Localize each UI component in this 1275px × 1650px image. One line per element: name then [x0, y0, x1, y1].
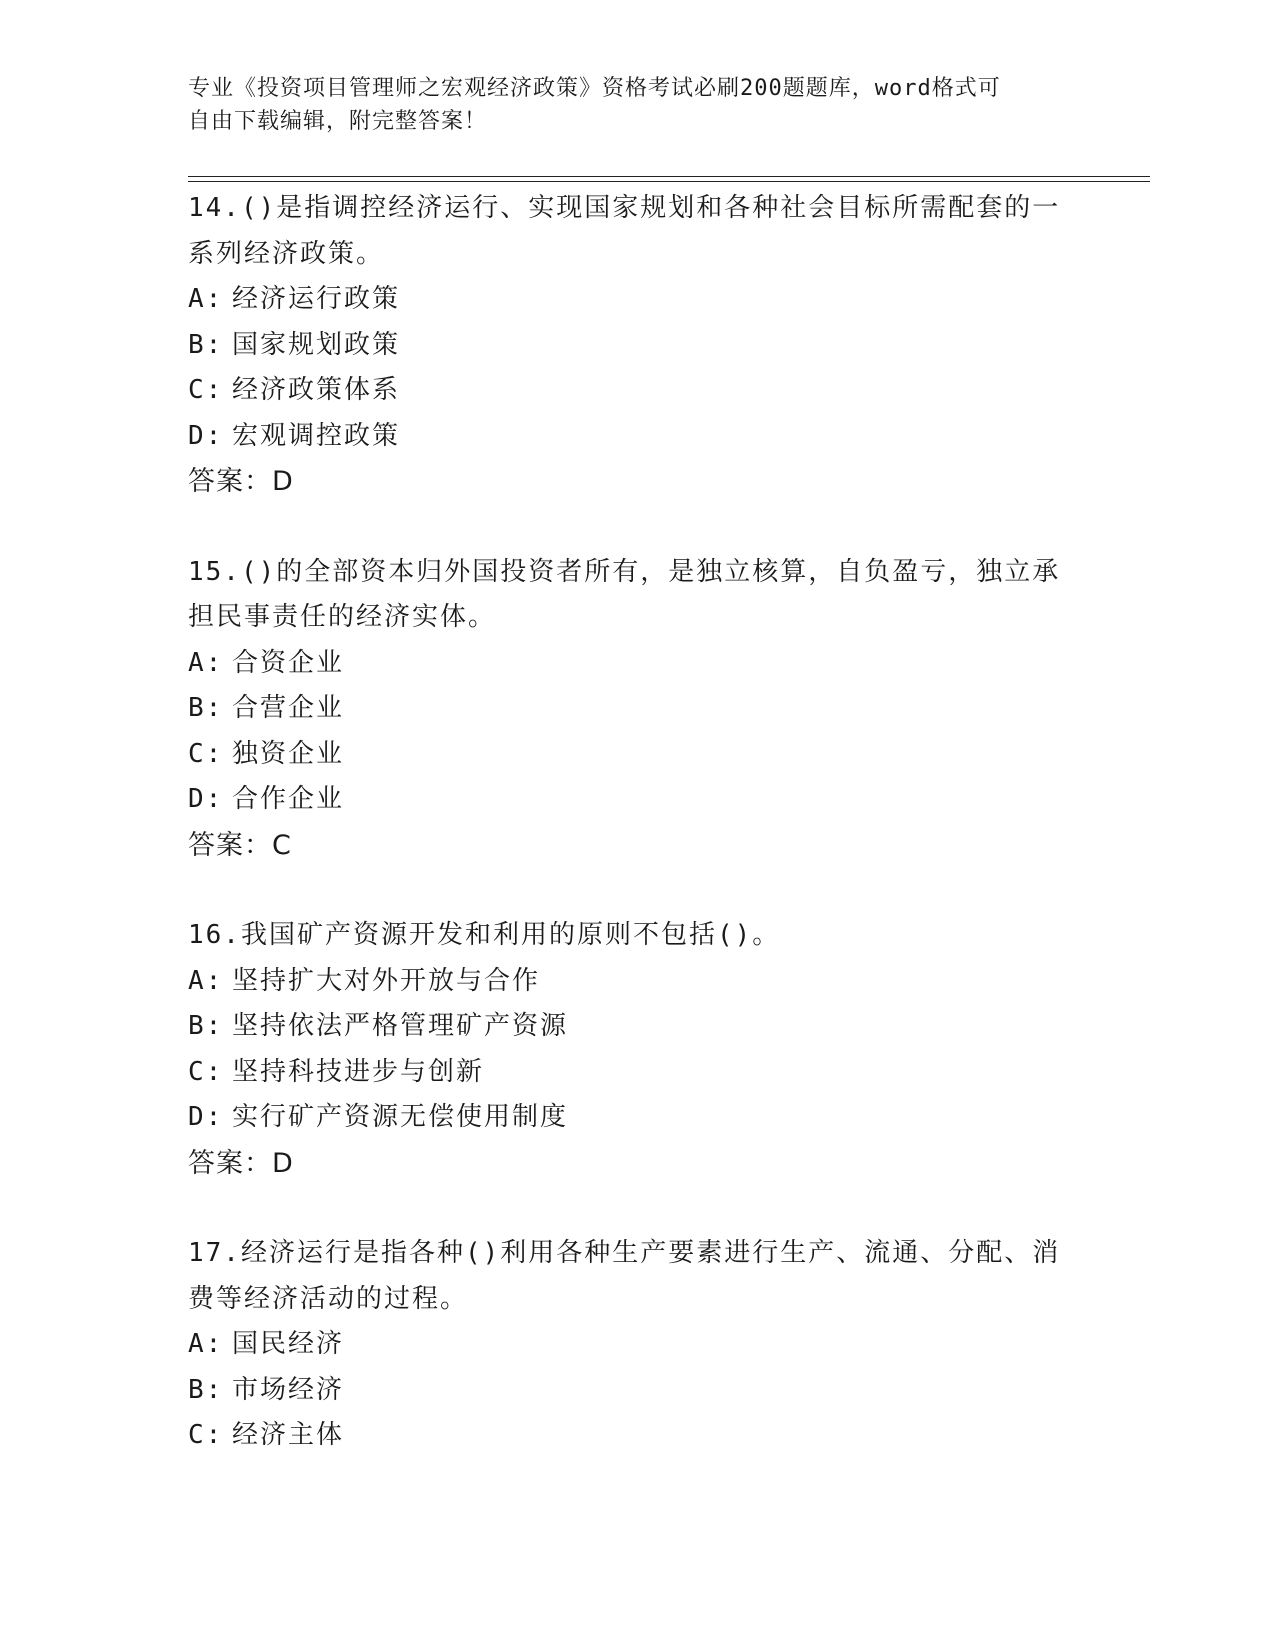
option-text: 经济主体: [232, 1420, 345, 1450]
option-label: A:: [188, 1329, 224, 1359]
option-label: B:: [188, 693, 224, 723]
question-stem-line-2: 担民事责任的经济实体。: [188, 602, 497, 632]
option-a: [188, 959, 1088, 1005]
option-label: C:: [188, 1056, 224, 1087]
option-text: 经济政策体系: [232, 375, 401, 405]
option-text: 独资企业: [232, 738, 345, 769]
question-stem-line-1: 16.我国矿产资源开发和利用的原则不包括()。: [188, 920, 781, 950]
question-stem-line-1: 15.()的全部资本归外国投资者所有，是独立核算，自负盈亏，独立承: [188, 556, 1061, 587]
header-line-1: 专业《投资项目管理师之宏观经济政策》资格考试必刷200题题库，word格式可: [188, 76, 1001, 101]
option-label: C:: [188, 738, 224, 769]
option-label: D:: [188, 420, 224, 451]
option-text: 国家规划政策: [232, 329, 401, 360]
option-label: C:: [188, 1420, 224, 1450]
option-text: 经济运行政策: [232, 284, 401, 314]
question-stem-line-1: 17.经济运行是指各种()利用各种生产要素进行生产、流通、分配、消: [188, 1238, 1061, 1268]
option-label: B:: [188, 1011, 224, 1041]
question-16: [188, 913, 1088, 1186]
header-divider-top: [188, 176, 1150, 177]
document-header: [188, 72, 1088, 138]
header-divider-bottom: [188, 181, 1150, 182]
option-text: 合作企业: [232, 784, 345, 814]
answer-line: 答案：C: [188, 829, 292, 861]
option-c: [188, 1413, 1088, 1459]
question-stem-line-2: 费等经济活动的过程。: [188, 1283, 469, 1314]
option-text: 市场经济: [232, 1374, 345, 1405]
question-15: [188, 550, 1088, 869]
option-c: [188, 1050, 1088, 1096]
question-17: [188, 1231, 1088, 1459]
option-b: [188, 1368, 1088, 1414]
option-label: B:: [188, 1374, 224, 1405]
option-label: C:: [188, 375, 224, 405]
option-label: D:: [188, 1102, 224, 1132]
answer-line: 答案：D: [188, 1147, 294, 1179]
option-a: [188, 1322, 1088, 1368]
option-text: 合资企业: [232, 647, 345, 678]
option-text: 坚持依法严格管理矿产资源: [232, 1011, 569, 1041]
option-b: [188, 686, 1088, 732]
option-d: [188, 777, 1088, 823]
question-stem-line-1: 14.()是指调控经济运行、实现国家规划和各种社会目标所需配套的一: [188, 193, 1061, 223]
option-c: [188, 368, 1088, 414]
option-label: B:: [188, 329, 224, 360]
option-text: 宏观调控政策: [232, 420, 401, 451]
option-label: A:: [188, 647, 224, 678]
option-b: [188, 323, 1088, 369]
option-text: 合营企业: [232, 693, 345, 723]
option-label: A:: [188, 965, 224, 996]
header-line-2: 自由下载编辑，附完整答案！: [188, 109, 488, 134]
question-stem-line-2: 系列经济政策。: [188, 238, 385, 269]
option-a: [188, 277, 1088, 323]
option-text: 国民经济: [232, 1329, 345, 1359]
question-14: [188, 186, 1088, 505]
option-d: [188, 414, 1088, 460]
option-text: 坚持科技进步与创新: [232, 1056, 485, 1087]
option-a: [188, 641, 1088, 687]
question-list: [188, 186, 1088, 1504]
option-b: [188, 1004, 1088, 1050]
answer-line: 答案：D: [188, 466, 294, 497]
option-d: [188, 1095, 1088, 1141]
option-text: 实行矿产资源无偿使用制度: [232, 1102, 569, 1132]
option-label: A:: [188, 284, 224, 314]
option-text: 坚持扩大对外开放与合作: [232, 965, 541, 996]
option-c: [188, 732, 1088, 778]
option-label: D:: [188, 784, 224, 814]
